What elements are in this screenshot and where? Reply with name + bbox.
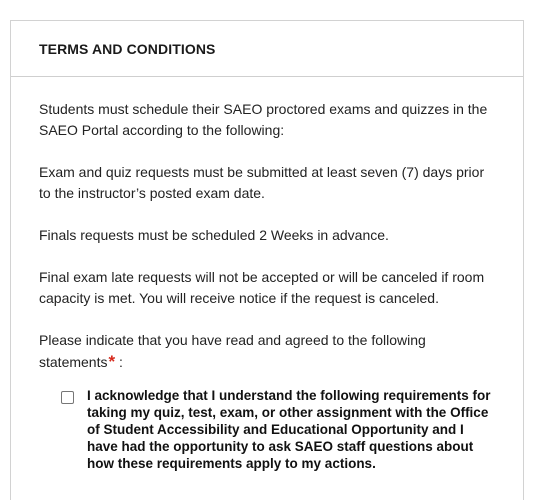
agreement-row[interactable] [61, 387, 495, 472]
statement-prompt-text: Please indicate that you have read and agreed to the following statements [39, 332, 426, 370]
paragraph-finals: Finals requests must be scheduled 2 Weeks in advance. [39, 227, 389, 243]
required-marker: * [108, 352, 116, 371]
panel-header [11, 21, 523, 77]
statement-suffix: : [115, 354, 123, 370]
agreement-checkbox[interactable] [61, 391, 74, 404]
panel-body [11, 77, 523, 472]
paragraph-late-requests: Final exam late requests will not be accepted or will be canceled if room capacity is met. You will receive notice if the request is canceled. [39, 269, 485, 306]
paragraph-schedule: Students must schedule their SAEO proctored exams and quizzes in the SAEO Portal according to the following: [39, 101, 488, 138]
section-title: TERMS AND CONDITIONS [39, 40, 216, 57]
statement-prompt [39, 330, 495, 373]
agreement-label[interactable]: I acknowledge that I understand the following requirements for taking my quiz, test, exam, or other assignment with the Office of Student Accessibility and Educational Opportunity and I have had the opportunity to ask SAEO staff questions about how these requirements apply to my actions. [87, 388, 491, 471]
terms-panel [10, 20, 524, 500]
paragraph-seven-days: Exam and quiz requests must be submitted at least seven (7) days prior to the instructor’s posted exam date. [39, 164, 485, 201]
